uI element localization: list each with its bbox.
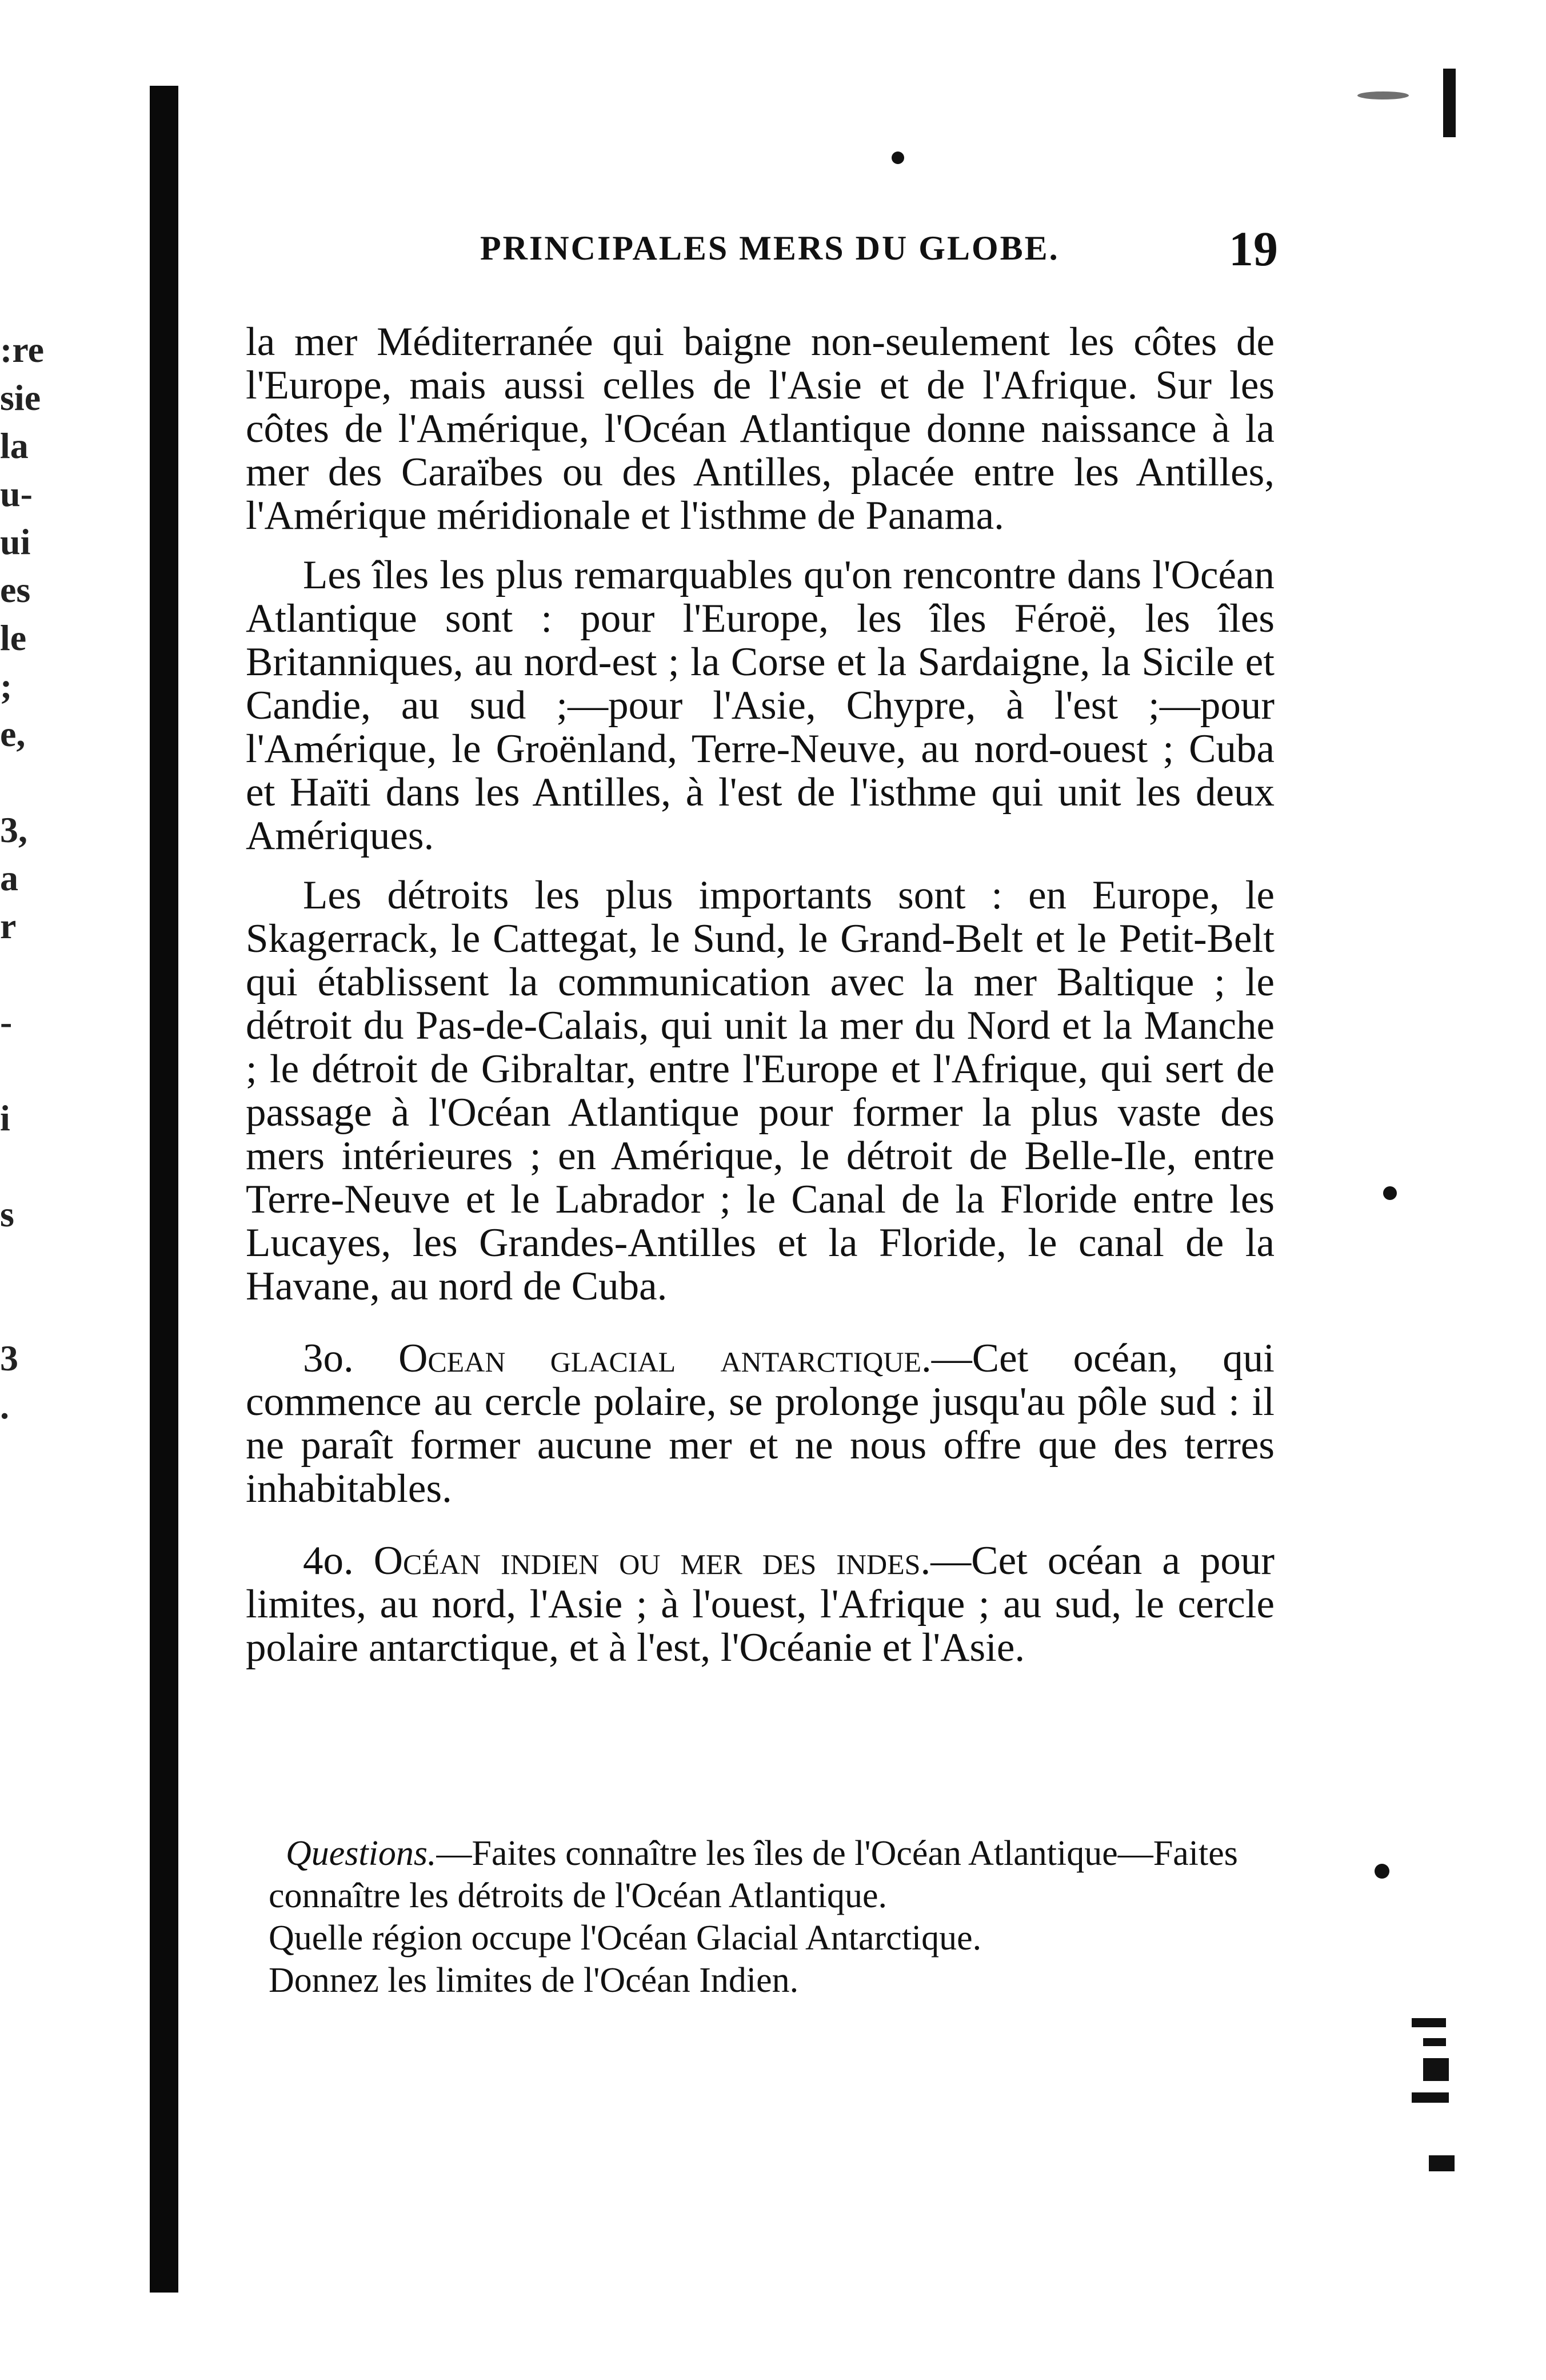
edge-fragment: es <box>0 569 31 610</box>
paragraph-3: Les détroits les plus importants sont : en Europe, le Skagerrack, le Cattegat, le Sund, le Grand-Belt et le Petit-Belt qui établissent la communication avec la mer Baltique ; le détroit du Pas-de-Calais, qui unit la mer du Nord et la Manche ; le détroit de Gibraltar, entre l'Europe et l'Afrique, qui sert de passage à l'Océan Atlantique pour former la plus vaste des mers intérieures ; en Amérique, le détroit de Belle-Ile, entre Terre-Neuve et le Labrador ; le Canal de la Floride entre les Lucayes, les Grandes-Antilles et la Floride, le canal de la Havane, au nord de Cuba. <box>246 873 1275 1309</box>
edge-fragment <box>0 1286 86 1334</box>
edge-fragment <box>0 950 86 998</box>
questions-line-3: Donnez les limites de l'Océan Indien. <box>269 1961 799 2000</box>
questions-line-1 <box>269 1832 1252 1917</box>
body-text <box>246 320 1275 1685</box>
edge-fragment: s <box>0 1194 14 1234</box>
previous-page-edge-text <box>0 326 86 1430</box>
edge-fragment: ; <box>0 665 13 706</box>
edge-fragment <box>0 1238 86 1286</box>
section-number: 3o. <box>303 1336 354 1381</box>
edge-fragment <box>0 758 86 806</box>
section-antarctic <box>246 1337 1275 1510</box>
edge-fragment: la <box>0 425 29 466</box>
edge-fragment: a <box>0 858 18 898</box>
edge-fragment: 3, <box>0 810 27 850</box>
edge-fragment <box>0 1142 86 1190</box>
edge-fragment: ui <box>0 521 31 562</box>
paragraph-1: la mer Méditerranée qui baigne non-seulement les côtes de l'Europe, mais aussi celles de l'Asie et de l'Afrique. Sur les côtes de l'Amérique, l'Océan Atlantique donne naissance à la mer des Caraïbes ou des Antilles, placée entre les Antilles, l'Amérique méridionale et l'isthme de Panama. <box>246 320 1275 538</box>
running-head: PRINCIPALES MERS DU GLOBE. <box>480 229 1060 267</box>
section-heading: Océan indien ou mer des indes. <box>373 1538 931 1583</box>
section-text: —Cet océan, qui commence au cercle polaire, se prolonge jusqu'au pôle sud : il ne paraît former aucune mer et ne nous offre que des terres inhabitables. <box>246 1336 1275 1511</box>
edge-fragment: - <box>0 1002 13 1042</box>
edge-fragment: u- <box>0 473 33 514</box>
edge-fragment: 3 <box>0 1338 18 1378</box>
edge-fragment: le <box>0 617 27 658</box>
edge-fragment: i <box>0 1098 10 1138</box>
section-text: —Cet océan a pour limites, au nord, l'Asie ; à l'ouest, l'Afrique ; au sud, le cercle polaire antarctique, et à l'est, l'Océanie et l'Asie. <box>246 1538 1275 1670</box>
edge-fragment: r <box>0 906 17 946</box>
binding-shadow <box>150 86 178 2293</box>
edge-fragment: :re <box>0 329 44 370</box>
edge-fragment: sie <box>0 377 41 418</box>
section-indian <box>246 1539 1275 1669</box>
questions-line-2: Quelle région occupe l'Océan Glacial Antarctique. <box>269 1919 982 1958</box>
paragraph-2: Les îles les plus remarquables qu'on rencontre dans l'Océan Atlantique sont : pour l'Europe, les îles Féroë, les îles Britanniques, au nord-est ; la Corse et la Sardaigne, la Sicile et Candie, au sud ;—pour l'Asie, Chypre, à l'est ;—pour l'Amérique, le Groënland, Terre-Neuve, au nord-ouest ; Cuba et Haïti dans les Antilles, à l'est de l'isthme qui unit les deux Amériques. <box>246 553 1275 858</box>
questions-block <box>269 1832 1252 2002</box>
edge-fragment <box>0 1046 86 1094</box>
edge-fragment: . <box>0 1386 9 1426</box>
page-number: 19 <box>1229 221 1278 276</box>
section-heading: Ocean glacial antarctique. <box>398 1336 932 1381</box>
questions-label: Questions. <box>286 1834 437 1873</box>
questions-text: —Faites connaître les îles de l'Océan Atlantique—Faites connaître les détroits de l'Océan Atlantique. <box>269 1834 1238 1915</box>
edge-fragment: e, <box>0 713 26 754</box>
section-number: 4o. <box>303 1538 354 1583</box>
